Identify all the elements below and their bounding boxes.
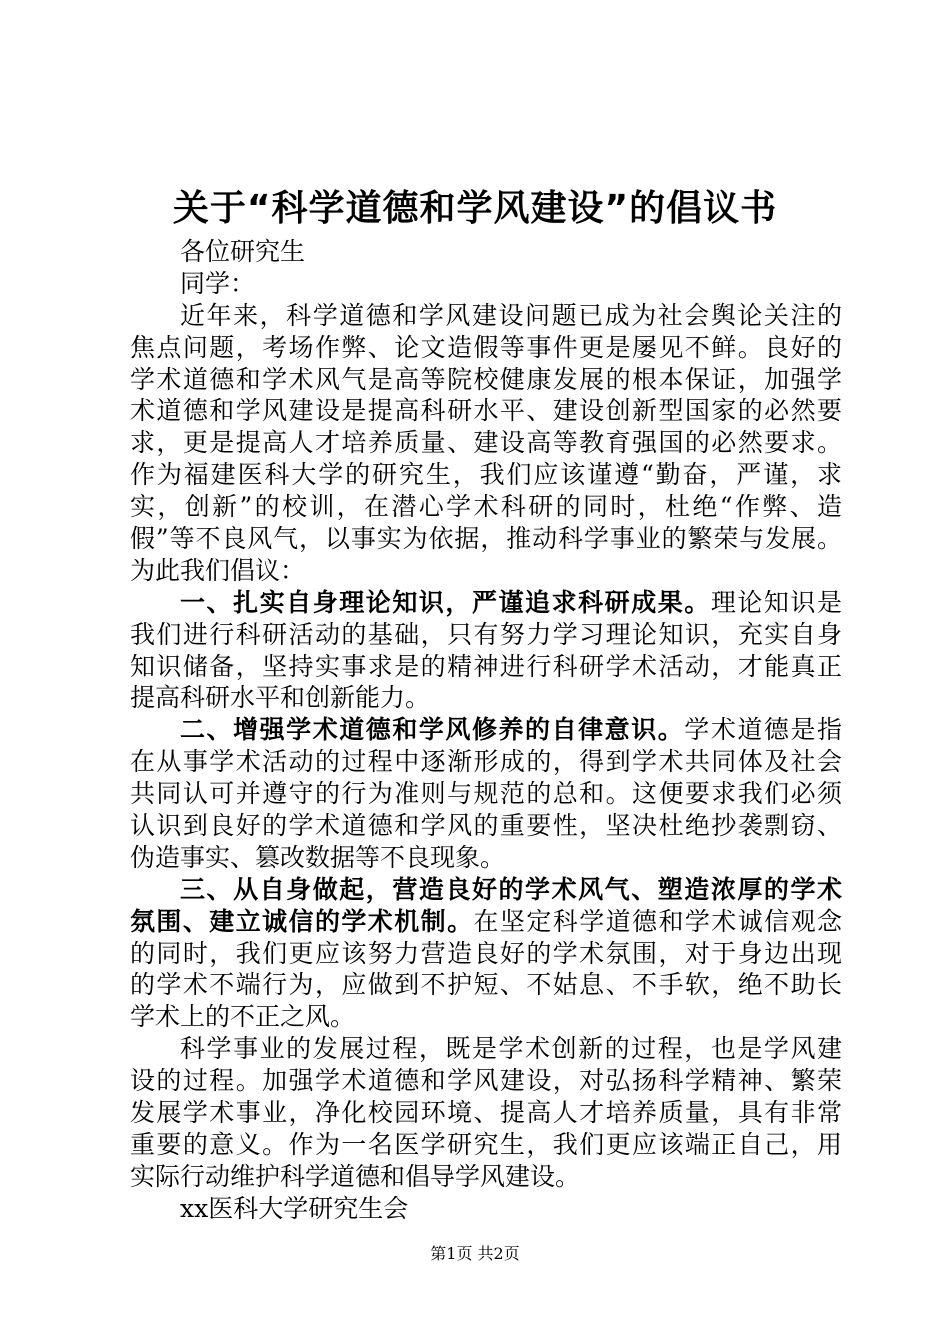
item-1-first-line <box>130 587 842 619</box>
item-2-line: 认识到良好的学术道德和学风的重要性，坚决杜绝抄袭剽窃、 <box>130 811 842 841</box>
item-2-line: 共同认可并遵守的行为准则与规范的总和。这便要求我们必须 <box>130 779 842 809</box>
item-3-line: 的学术不端行为，应做到不护短、不姑息、不手软，绝不助长 <box>130 970 842 1000</box>
item-2-heading: 二、增强学术道德和学风修养的自律意识。 <box>180 715 685 745</box>
item-3-heading: 三、从自身做起，营造良好的学术风气、塑造浓厚的学术 <box>180 874 842 904</box>
closing-line: 发展学术事业，净化校园环境、提高人才培养质量，具有非常 <box>130 1098 842 1128</box>
closing-line: 实际行动维护科学道德和倡导学风建设。 <box>130 1161 581 1191</box>
closing-line: 重要的意义。作为一名医学研究生，我们更应该端正自己，用 <box>130 1129 842 1159</box>
intro-line: 假”等不良风气，以事实为依据，推动科学事业的繁荣与发展。 <box>130 524 842 554</box>
item-3-line: 学术上的不正之风。 <box>130 1002 356 1032</box>
document-body <box>130 236 842 1225</box>
item-1-line: 我们进行科研活动的基础，只有努力学习理论知识，充实自身 <box>130 619 842 649</box>
closing-line: 设的过程。加强学术道德和学风建设，对弘扬科学精神、繁荣 <box>130 1066 842 1096</box>
item-1-text: 理论知识是 <box>710 587 842 617</box>
intro-line: 实，创新”的校训，在潜心学术科研的同时，杜绝“作弊、造 <box>130 492 842 522</box>
item-1-heading: 一、扎实自身理论知识，严谨追求科研成果。 <box>180 587 711 617</box>
item-3-line: 的同时，我们更应该努力营造良好的学术氛围，对于身边出现 <box>130 938 842 968</box>
item-2-line: 伪造事实、篡改数据等不良现象。 <box>130 842 506 872</box>
item-2-line: 在从事学术活动的过程中逐渐形成的，得到学术共同体及社会 <box>130 747 842 777</box>
signature: xx医科大学研究生会 <box>180 1193 409 1223</box>
intro-line: 术道德和学风建设是提高科研水平、建设创新型国家的必然要 <box>130 396 842 426</box>
item-1-line: 知识储备，坚持实事求是的精神进行科研学术活动，才能真正 <box>130 651 842 681</box>
item-3-text: 在坚定科学道德和学术诚信观念 <box>473 906 842 936</box>
salutation-line-1: 各位研究生 <box>180 237 306 266</box>
item-1-line: 提高科研水平和创新能力。 <box>130 683 431 713</box>
salutation-line-2: 同学： <box>180 268 256 298</box>
intro-line: 作为福建医科大学的研究生，我们应该谨遵“勤奋，严谨，求 <box>130 460 842 490</box>
intro-line: 焦点问题，考场作弊、论文造假等事件更是屡见不鲜。良好的 <box>130 332 842 362</box>
intro-line: 近年来，科学道德和学风建设问题已成为社会舆论关注的 <box>180 300 842 330</box>
item-2-first-line <box>130 714 842 746</box>
item-3-heading-cont: 氛围、建立诚信的学术机制。 <box>130 906 474 936</box>
intro-line: 学术道德和学术风气是高等院校健康发展的根本保证，加强学 <box>130 364 842 394</box>
item-2-text: 学术道德是指 <box>684 715 842 745</box>
intro-line: 求，更是提高人才培养质量、建设高等教育强国的必然要求。 <box>130 428 842 458</box>
closing-line: 科学事业的发展过程，既是学术创新的过程，也是学风建 <box>180 1034 842 1064</box>
page-number-footer: 第1页 共2页 <box>430 1244 520 1263</box>
item-3-second-line <box>130 906 842 938</box>
intro-line: 为此我们倡议： <box>130 555 306 585</box>
document-title: 关于“科学道德和学风建设”的倡议书 <box>172 188 778 229</box>
